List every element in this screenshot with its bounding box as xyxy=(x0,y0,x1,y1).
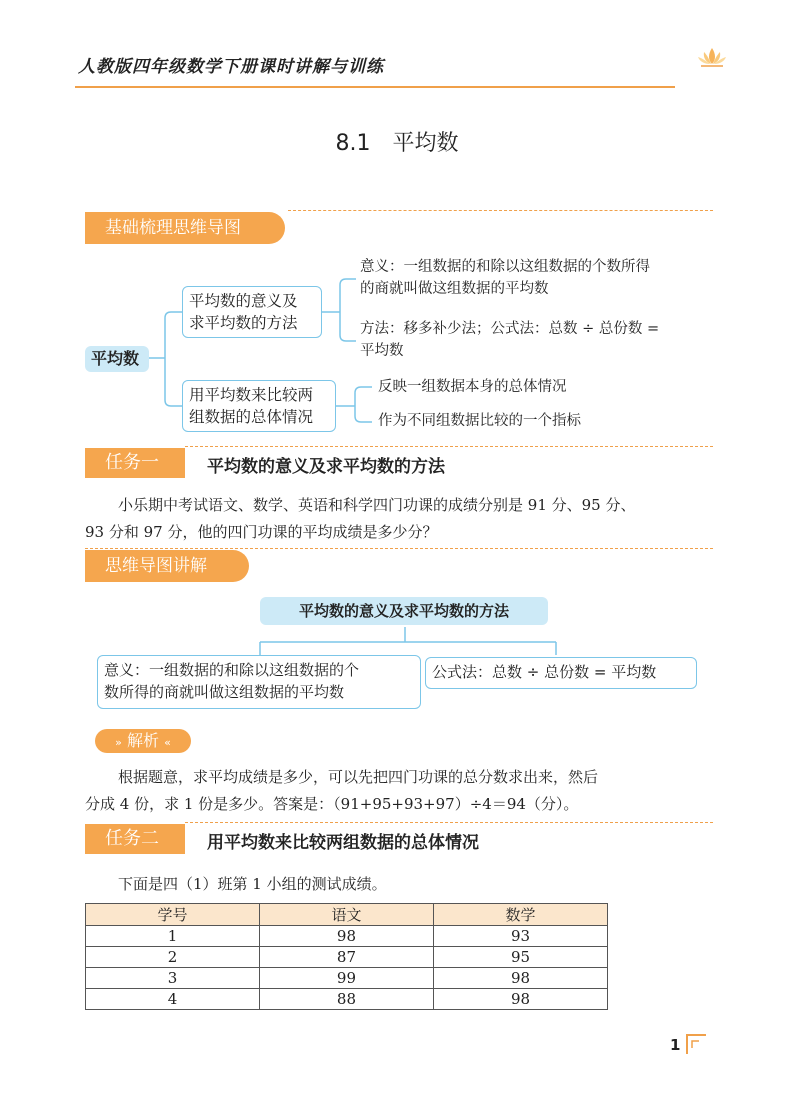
table-row xyxy=(86,947,608,968)
double-chevron-left-icon: « xyxy=(164,736,171,749)
table-cell: 98 xyxy=(433,968,607,989)
task1-question-line1: 小乐期中考试语文、数学、英语和科学四门功课的成绩分别是 91 分、95 分、 xyxy=(118,496,636,514)
page-title: 8.1 平均数 xyxy=(335,131,459,156)
leaf-meaning-line2: 的商就叫做这组数据的平均数 xyxy=(360,281,549,297)
table-cell: 95 xyxy=(433,947,607,968)
branch-meaning-line2: 求平均数的方法 xyxy=(189,314,298,332)
table-cell: 1 xyxy=(86,926,260,947)
table-cell: 2 xyxy=(86,947,260,968)
column-header-math: 数学 xyxy=(433,904,607,926)
table-cell: 88 xyxy=(259,989,433,1010)
explain-divider xyxy=(85,548,713,549)
branch-compare-line2: 组数据的总体情况 xyxy=(189,408,314,426)
leaf-method-line2: 平均数 xyxy=(360,343,404,359)
branch-compare-line1: 用平均数来比较两 xyxy=(189,386,314,404)
page-number: 1 xyxy=(670,1036,681,1054)
task2-tab: 任务二 xyxy=(85,824,185,854)
branch-meaning-line1: 平均数的意义及 xyxy=(189,292,298,310)
task1-heading: 平均数的意义及求平均数的方法 xyxy=(207,457,445,477)
table-cell: 87 xyxy=(259,947,433,968)
column-header-chinese: 语文 xyxy=(259,904,433,926)
explain-meaning-line1: 意义：一组数据的和除以这组数据的个 xyxy=(104,661,360,679)
explain-formula-node: 公式法：总数 ÷ 总份数 = 平均数 xyxy=(425,657,697,689)
task1-divider xyxy=(185,446,713,447)
task1-question-line2: 93 分和 97 分，他的四门功课的平均成绩是多少分？ xyxy=(85,523,438,541)
table-cell: 98 xyxy=(259,926,433,947)
leaf-method-line1: 方法：移多补少法；公式法：总数 ÷ 总份数 = xyxy=(360,321,660,337)
explain-meaning-node xyxy=(97,655,421,709)
explain-meaning-line2: 数所得的商就叫做这组数据的平均数 xyxy=(104,683,345,701)
table-cell: 98 xyxy=(433,989,607,1010)
analysis-label xyxy=(95,729,191,753)
table-row xyxy=(86,968,608,989)
task2-heading: 用平均数来比较两组数据的总体情况 xyxy=(207,833,479,853)
table-cell: 3 xyxy=(86,968,260,989)
table-row xyxy=(86,989,608,1010)
mindmap-branch-compare xyxy=(182,380,336,432)
table-cell: 99 xyxy=(259,968,433,989)
task2-divider xyxy=(185,822,713,823)
analysis-label-text: 解析 xyxy=(126,731,159,750)
table-cell: 93 xyxy=(433,926,607,947)
explain-center-node: 平均数的意义及求平均数的方法 xyxy=(260,597,548,625)
mindmap-leaf-meaning xyxy=(360,256,720,300)
mindmap-section-label: 基础梳理思维导图 xyxy=(85,212,285,244)
double-chevron-right-icon: » xyxy=(115,736,122,749)
explain-section-label: 思维导图讲解 xyxy=(85,550,249,582)
mindmap-leaf-reflect: 反映一组数据本身的总体情况 xyxy=(378,379,567,395)
task1-tab: 任务一 xyxy=(85,448,185,478)
table-cell: 4 xyxy=(86,989,260,1010)
analysis-line1: 根据题意，求平均成绩是多少，可以先把四门功课的总分数求出来，然后 xyxy=(118,768,599,786)
leaf-meaning-line1: 意义：一组数据的和除以这组数据的个数所得 xyxy=(360,259,650,275)
mindmap-leaf-method xyxy=(360,318,720,362)
analysis-line2: 分成 4 份，求 1 份是多少。答案是：（91+95+93+97）÷4＝94（分）。 xyxy=(85,795,579,813)
table-row xyxy=(86,926,608,947)
book-header-title: 人教版四年级数学下册课时讲解与训练 xyxy=(78,57,384,77)
score-table xyxy=(85,903,608,1010)
mindmap-branch-meaning xyxy=(182,286,322,338)
page-corner-icon xyxy=(683,1032,709,1056)
column-header-student-id: 学号 xyxy=(86,904,260,926)
mindmap-root: 平均数 xyxy=(85,346,149,372)
mindmap-leaf-indicator: 作为不同组数据比较的一个指标 xyxy=(378,413,581,429)
table-header-row xyxy=(86,904,608,926)
task2-intro: 下面是四（1）班第 1 小组的测试成绩。 xyxy=(118,875,387,893)
